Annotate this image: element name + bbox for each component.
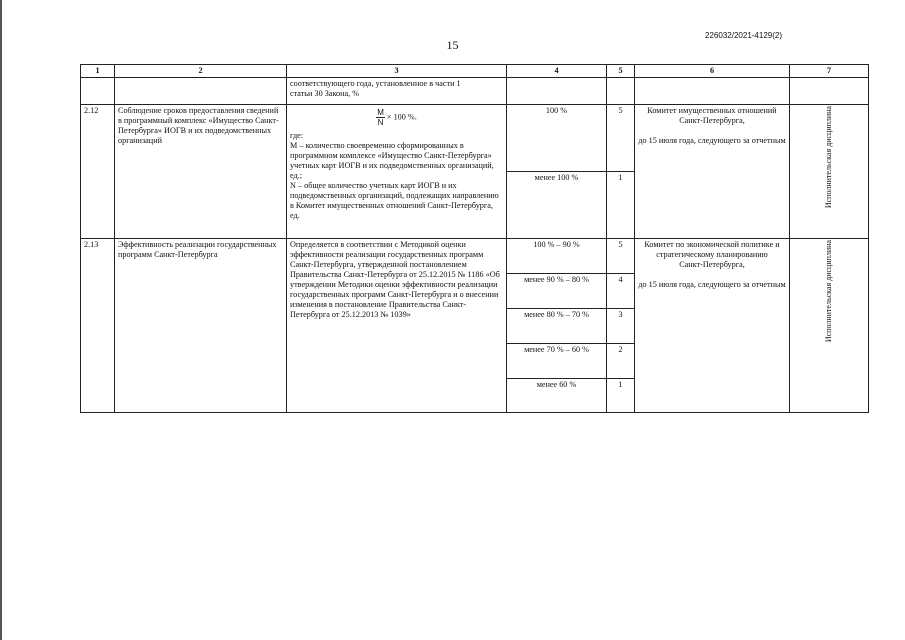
score: 5 — [607, 239, 635, 274]
column-header: 5 — [607, 65, 635, 78]
column-header: 3 — [287, 65, 507, 78]
column-header: 4 — [507, 65, 607, 78]
criteria-table — [80, 64, 869, 413]
discipline-cell — [790, 105, 869, 239]
formula — [290, 108, 503, 127]
row-number: 2.13 — [81, 239, 115, 413]
method-description: где: М – количество своевременно сформированных в программном комплексе «Имущество Санкт-Петербурга» учетных карт ИОГВ и их подведомственных организаций, ед.; N – общее количество учетных карт ИОГВ и их подведомственных организаций, подлежащих направлению в Комитет имущественных отношений Санкт-Петербурга, ед. — [290, 131, 499, 220]
table-row-2-12 — [81, 105, 869, 172]
table-row-2-13 — [81, 239, 869, 274]
responsible-body: Комитет по экономической политике и стратегическому планированию Санкт-Петербурга, до 15 июля года, следующего за отчетным — [635, 239, 790, 413]
score: 5 — [607, 105, 635, 172]
discipline-label: Исполнительская дисциплина — [824, 106, 833, 209]
value-range: менее 100 % — [507, 172, 607, 239]
indicator-method: Определяется в соответствии с Методикой оценки эффективности реализации государственных программ Санкт-Петербурга, утвержденной постановлением Правительства Санкт-Петербурга от 25.12.2015 № 1186 «Об утверждении Методики оценки эффективности реализации государственных программ Санкт-Петербурга и о внесении изменения в постановление Правительства Санкт-Петербурга от 25.12.2013 № 1039» — [287, 239, 507, 413]
score: 4 — [607, 274, 635, 309]
formula-denominator: N — [377, 118, 384, 127]
continuation-text: соответствующего года, установленное в части 1 статьи 30 Закона, % — [287, 78, 507, 105]
responsible-body: Комитет имущественных отношений Санкт-Петербурга, до 15 июля года, следующего за отчетным — [635, 105, 790, 239]
table-header-row — [81, 65, 869, 78]
discipline-cell — [790, 239, 869, 413]
value-range: менее 90 % – 80 % — [507, 274, 607, 309]
page-number: 15 — [446, 38, 459, 52]
value-range: менее 60 % — [507, 379, 607, 413]
indicator-name: Эффективность реализации государственных программ Санкт-Петербурга — [115, 239, 287, 413]
value-range: менее 80 % – 70 % — [507, 309, 607, 344]
value-range: менее 70 % – 60 % — [507, 344, 607, 379]
score: 1 — [607, 172, 635, 239]
column-header: 2 — [115, 65, 287, 78]
document-code: 226032/2021-4129(2) — [705, 31, 782, 40]
row-number: 2.12 — [81, 105, 115, 239]
score: 1 — [607, 379, 635, 413]
column-header: 6 — [635, 65, 790, 78]
formula-numerator: M — [377, 108, 384, 117]
column-header: 7 — [790, 65, 869, 78]
value-range: 100 % — [507, 105, 607, 172]
value-range: 100 % – 90 % — [507, 239, 607, 274]
indicator-method — [287, 105, 507, 239]
indicator-name: Соблюдение сроков предоставления сведений в программный комплекс «Имущество Санкт-Петербурга» ИОГВ и их подведомственных организаций — [115, 105, 287, 239]
formula-multiplier: × 100 %. — [386, 112, 417, 122]
table-row-continuation — [81, 78, 869, 105]
score: 2 — [607, 344, 635, 379]
discipline-label: Исполнительская дисциплина — [824, 240, 833, 343]
column-header: 1 — [81, 65, 115, 78]
page-left-edge — [0, 0, 2, 640]
score: 3 — [607, 309, 635, 344]
